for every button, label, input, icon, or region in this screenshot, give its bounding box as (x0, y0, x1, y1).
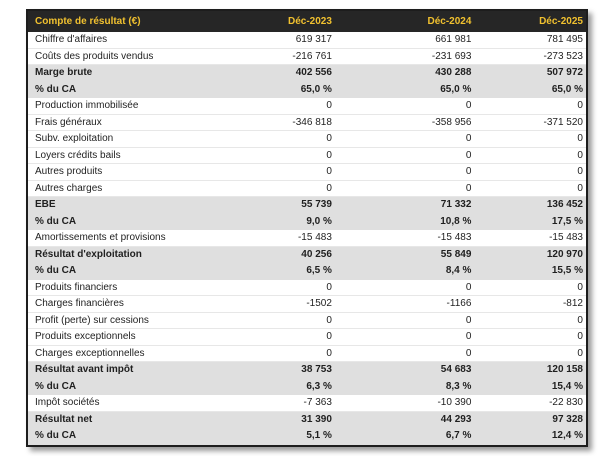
row-label: Amortissements et provisions (35, 232, 166, 244)
table-row (28, 115, 586, 132)
cell-value: -358 956 (431, 116, 472, 128)
table-row (28, 214, 586, 231)
cell-value: 0 (465, 281, 472, 293)
cell-value: -812 (562, 298, 583, 310)
table-row (28, 164, 586, 181)
table-row (28, 296, 586, 313)
row-label: Impôt sociétés (35, 397, 100, 409)
cell-value: -7 363 (303, 397, 332, 409)
table-row (28, 49, 586, 66)
cell-value: 38 753 (301, 364, 332, 376)
cell-value: -15 483 (437, 232, 472, 244)
row-label: Résultat net (35, 413, 93, 425)
table-body (28, 32, 586, 445)
cell-value: 0 (465, 149, 472, 161)
table-row (28, 395, 586, 412)
table-title: Compte de résultat (€) (35, 16, 141, 27)
table-row (28, 32, 586, 49)
table-row (28, 230, 586, 247)
cell-value: 0 (326, 166, 332, 178)
cell-value: 781 495 (546, 34, 583, 46)
row-label: Frais généraux (35, 116, 102, 128)
cell-value: 0 (577, 331, 583, 343)
table-row (28, 346, 586, 363)
table-row (28, 313, 586, 330)
table-row (28, 428, 586, 445)
cell-value: 0 (465, 331, 472, 343)
table-row (28, 82, 586, 99)
row-label: % du CA (35, 380, 77, 392)
cell-value: 0 (577, 347, 583, 359)
cell-value: 430 288 (435, 67, 472, 79)
cell-value: 0 (577, 314, 583, 326)
row-label: EBE (35, 199, 56, 211)
cell-value: 402 556 (295, 67, 332, 79)
cell-value: 9,0 % (306, 215, 332, 227)
table-header-row (28, 11, 586, 32)
cell-value: 8,3 % (445, 380, 472, 392)
row-label: Autres produits (35, 166, 103, 178)
table-row (28, 412, 586, 429)
table-row (28, 247, 586, 264)
cell-value: 54 683 (440, 364, 472, 376)
table-row (28, 181, 586, 198)
cell-value: 0 (577, 281, 583, 293)
row-label: Profit (perte) sur cessions (35, 314, 149, 326)
row-label: % du CA (35, 430, 77, 442)
cell-value: 17,5 % (551, 215, 583, 227)
row-label: Production immobilisée (35, 100, 139, 112)
row-label: Charges financières (35, 298, 124, 310)
cell-value: 0 (465, 182, 472, 194)
cell-value: -273 523 (543, 50, 583, 62)
cell-value: -231 693 (431, 50, 472, 62)
row-label: % du CA (35, 265, 77, 277)
cell-value: 8,4 % (445, 265, 472, 277)
cell-value: 619 317 (295, 34, 332, 46)
cell-value: 0 (465, 100, 472, 112)
cell-value: 15,5 % (551, 265, 583, 277)
cell-value: 65,0 % (300, 83, 332, 95)
cell-value: 0 (577, 133, 583, 145)
cell-value: 507 972 (546, 67, 583, 79)
row-label: Charges exceptionnelles (35, 347, 145, 359)
table-row (28, 65, 586, 82)
cell-value: 65,0 % (440, 83, 472, 95)
cell-value: 0 (326, 133, 332, 145)
row-label: % du CA (35, 83, 77, 95)
cell-value: 10,8 % (440, 215, 472, 227)
cell-value: -15 483 (297, 232, 332, 244)
cell-value: 0 (577, 100, 583, 112)
table-row (28, 197, 586, 214)
row-label: Marge brute (35, 67, 93, 79)
row-label: Chiffre d'affaires (35, 34, 108, 46)
cell-value: 0 (326, 314, 332, 326)
cell-value: 0 (465, 166, 472, 178)
cell-value: 97 328 (552, 413, 583, 425)
cell-value: 0 (326, 149, 332, 161)
cell-value: 6,3 % (306, 380, 332, 392)
cell-value: 55 849 (440, 248, 472, 260)
row-label: Produits financiers (35, 281, 118, 293)
cell-value: 0 (465, 347, 472, 359)
cell-value: -346 818 (292, 116, 332, 128)
cell-value: 0 (326, 281, 332, 293)
cell-value: 661 981 (435, 34, 472, 46)
row-label: Subv. exploitation (35, 133, 114, 145)
cell-value: -371 520 (543, 116, 583, 128)
cell-value: 120 158 (546, 364, 583, 376)
income-statement-table (26, 9, 588, 447)
row-label: Résultat avant impôt (35, 364, 134, 376)
table-row (28, 263, 586, 280)
table-row (28, 329, 586, 346)
cell-value: 5,1 % (306, 430, 332, 442)
cell-value: 40 256 (301, 248, 332, 260)
table-row (28, 362, 586, 379)
cell-value: 65,0 % (551, 83, 583, 95)
row-label: Autres charges (35, 182, 103, 194)
table-row (28, 280, 586, 297)
cell-value: 0 (326, 347, 332, 359)
cell-value: 0 (326, 331, 332, 343)
cell-value: 0 (326, 100, 332, 112)
cell-value: 6,5 % (306, 265, 332, 277)
row-label: Produits exceptionnels (35, 331, 136, 343)
cell-value: 12,4 % (551, 430, 583, 442)
row-label: Loyers crédits bails (35, 149, 121, 161)
cell-value: 0 (577, 182, 583, 194)
cell-value: 0 (326, 182, 332, 194)
cell-value: -1166 (446, 298, 472, 310)
table-row (28, 148, 586, 165)
table-row (28, 131, 586, 148)
cell-value: 0 (465, 133, 472, 145)
cell-value: -22 830 (549, 397, 583, 409)
column-header-dec-2023: Déc-2023 (287, 16, 332, 27)
cell-value: 136 452 (546, 199, 583, 211)
cell-value: -10 390 (437, 397, 472, 409)
cell-value: 44 293 (440, 413, 472, 425)
cell-value: 31 390 (301, 413, 332, 425)
cell-value: 0 (577, 166, 583, 178)
cell-value: 0 (577, 149, 583, 161)
table-row (28, 379, 586, 396)
cell-value: -1502 (306, 298, 332, 310)
cell-value: 71 332 (440, 199, 472, 211)
cell-value: 55 739 (301, 199, 332, 211)
row-label: Coûts des produits vendus (35, 50, 154, 62)
cell-value: 0 (465, 314, 472, 326)
column-header-dec-2025: Déc-2025 (539, 16, 583, 27)
cell-value: 15,4 % (551, 380, 583, 392)
cell-value: -15 483 (549, 232, 583, 244)
cell-value: 120 970 (546, 248, 583, 260)
cell-value: 6,7 % (445, 430, 472, 442)
cell-value: -216 761 (292, 50, 332, 62)
table-row (28, 98, 586, 115)
column-header-dec-2024: Déc-2024 (427, 16, 472, 27)
row-label: Résultat d'exploitation (35, 248, 142, 260)
row-label: % du CA (35, 215, 77, 227)
